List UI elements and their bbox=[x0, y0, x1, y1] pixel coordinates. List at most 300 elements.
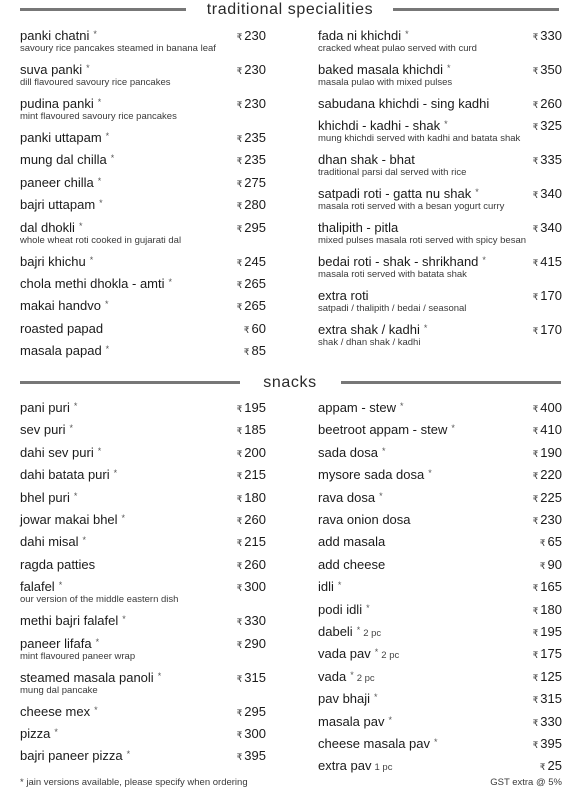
rupee-symbol: ₹ bbox=[532, 650, 539, 661]
item-description: masala roti served with a besan yogurt curry bbox=[318, 201, 505, 213]
item-name-text: dahi misal bbox=[20, 534, 79, 550]
item-price bbox=[533, 736, 562, 753]
item-price bbox=[533, 490, 562, 507]
item-price-value: 190 bbox=[540, 444, 562, 460]
item-price-value: 180 bbox=[244, 489, 266, 505]
rupee-symbol: ₹ bbox=[236, 280, 243, 290]
item-price-value: 25 bbox=[547, 758, 562, 774]
jain-available-asterisk: * bbox=[105, 344, 110, 355]
item-price-value: 170 bbox=[540, 288, 562, 304]
item-name-text: beetroot appam - stew bbox=[318, 422, 448, 438]
section-title: snacks bbox=[263, 374, 317, 391]
item-price bbox=[540, 557, 562, 574]
item-name-text: khichdi - kadhi - shak bbox=[318, 118, 441, 134]
item-quantity: 2 pc bbox=[381, 650, 400, 662]
item-price bbox=[533, 579, 562, 596]
item-name bbox=[20, 445, 101, 462]
item-price-value: 265 bbox=[244, 298, 266, 314]
jain-available-asterisk: * bbox=[97, 445, 102, 456]
item-price-value: 315 bbox=[244, 669, 266, 685]
item-name-text: paneer lifafa bbox=[20, 635, 92, 651]
item-price bbox=[237, 62, 266, 79]
item-price-value: 230 bbox=[244, 62, 266, 77]
item-name bbox=[20, 490, 77, 507]
item-name-text: dal dhokli bbox=[20, 219, 75, 235]
item-price-value: 290 bbox=[244, 635, 266, 651]
item-price-value: 300 bbox=[244, 579, 266, 595]
item-price bbox=[533, 322, 562, 339]
item-description: mung khichdi served with kadhi and batata shak bbox=[318, 133, 521, 145]
item-description: masala roti served with batata shak bbox=[318, 269, 467, 281]
item-price-value: 330 bbox=[540, 713, 562, 729]
item-price-value: 265 bbox=[244, 276, 266, 291]
rupee-symbol: ₹ bbox=[236, 201, 243, 212]
item-name-text: baked masala khichdi bbox=[318, 62, 444, 77]
item-price bbox=[237, 726, 266, 743]
item-name-text: thalipith - pitla bbox=[318, 220, 399, 236]
item-name-text: extra roti bbox=[318, 288, 369, 304]
item-name-text: sev puri bbox=[20, 422, 66, 438]
item-price-value: 340 bbox=[540, 186, 562, 202]
item-description: dill flavoured savoury rice pancakes bbox=[20, 77, 171, 88]
item-name-text: rava dosa bbox=[318, 489, 376, 505]
rupee-symbol: ₹ bbox=[236, 493, 243, 504]
item-name bbox=[318, 714, 392, 731]
item-name-text: pudina panki bbox=[20, 96, 94, 111]
rupee-symbol: ₹ bbox=[532, 156, 539, 167]
rupee-symbol: ₹ bbox=[532, 100, 539, 110]
rupee-symbol: ₹ bbox=[532, 448, 539, 459]
jain-available-asterisk: * bbox=[121, 513, 126, 523]
item-name-text: makai handvo bbox=[20, 298, 101, 314]
rupee-symbol: ₹ bbox=[532, 672, 539, 683]
rupee-symbol: ₹ bbox=[539, 538, 546, 549]
jain-available-asterisk: * bbox=[122, 614, 126, 625]
item-description: mint flavoured savoury rice pancakes bbox=[20, 111, 177, 122]
item-price-value: 225 bbox=[540, 489, 562, 505]
item-name-text: cheese mex bbox=[20, 703, 91, 719]
item-name-text: sada dosa bbox=[318, 444, 378, 460]
rupee-symbol: ₹ bbox=[532, 605, 539, 616]
item-name bbox=[318, 624, 381, 641]
rupee-symbol: ₹ bbox=[236, 730, 243, 740]
item-name bbox=[318, 579, 341, 596]
item-price bbox=[237, 152, 266, 169]
section-header-snacks bbox=[0, 373, 580, 393]
item-price bbox=[237, 298, 266, 315]
item-price bbox=[533, 646, 562, 663]
item-price-value: 280 bbox=[244, 197, 266, 213]
section-header-traditional-specialities bbox=[0, 0, 580, 20]
item-name-text: roasted papad bbox=[20, 320, 104, 336]
gst-note: GST extra @ 5% bbox=[490, 777, 562, 788]
item-price bbox=[237, 400, 266, 417]
item-price-value: 410 bbox=[540, 422, 562, 438]
item-price-value: 415 bbox=[540, 254, 562, 270]
rupee-symbol: ₹ bbox=[532, 190, 539, 201]
item-price bbox=[237, 613, 266, 630]
jain-available-asterisk: * bbox=[99, 198, 103, 209]
item-price bbox=[244, 343, 266, 360]
item-price-value: 330 bbox=[244, 613, 266, 629]
item-description: whole wheat roti cooked in gujarati dal bbox=[20, 234, 182, 246]
jain-available-asterisk: * bbox=[482, 255, 486, 266]
rupee-symbol: ₹ bbox=[532, 258, 539, 269]
jain-note: * jain versions available, please specify when ordering bbox=[20, 777, 248, 788]
rupee-symbol: ₹ bbox=[236, 134, 243, 144]
item-name bbox=[20, 298, 108, 315]
item-name-text: cheese masala pav bbox=[318, 736, 431, 751]
item-price bbox=[533, 422, 562, 439]
item-price-value: 85 bbox=[251, 343, 266, 359]
jain-available-asterisk: * bbox=[366, 602, 370, 613]
jain-available-asterisk: * bbox=[93, 29, 97, 39]
jain-available-asterisk: * bbox=[82, 535, 87, 546]
jain-available-asterisk: * bbox=[113, 468, 118, 479]
item-name bbox=[20, 152, 114, 169]
rupee-symbol: ₹ bbox=[236, 426, 243, 437]
item-price bbox=[533, 254, 562, 271]
item-quantity: 2 pc bbox=[363, 628, 382, 639]
rupee-symbol: ₹ bbox=[236, 538, 243, 549]
item-name-text: fada ni khichdi bbox=[318, 28, 402, 43]
item-name bbox=[20, 467, 117, 484]
item-name-text: idli bbox=[318, 579, 334, 595]
item-price bbox=[533, 602, 562, 619]
item-name bbox=[20, 557, 95, 572]
item-name-text: panki uttapam bbox=[20, 130, 102, 145]
jain-available-asterisk: * bbox=[157, 670, 162, 681]
jain-available-asterisk: * bbox=[379, 490, 383, 501]
item-price-value: 175 bbox=[540, 646, 562, 662]
item-description: our version of the middle eastern dish bbox=[20, 594, 179, 606]
rupee-symbol: ₹ bbox=[236, 560, 243, 571]
item-price-value: 230 bbox=[540, 512, 562, 527]
item-name-text: bhel puri bbox=[20, 489, 70, 505]
header-rule-right bbox=[393, 8, 559, 11]
item-price-value: 235 bbox=[244, 130, 266, 145]
item-name bbox=[20, 254, 93, 271]
item-price-value: 400 bbox=[540, 400, 562, 415]
item-price bbox=[237, 220, 266, 237]
item-description: mixed pulses masala roti served with spicy besan bbox=[318, 235, 527, 247]
item-description: cracked wheat pulao served with curd bbox=[318, 43, 477, 54]
rupee-symbol: ₹ bbox=[532, 493, 539, 504]
header-rule-right bbox=[341, 381, 561, 384]
item-price bbox=[237, 557, 266, 574]
item-price bbox=[533, 400, 562, 417]
item-name-text: dabeli bbox=[318, 624, 353, 639]
item-price bbox=[533, 152, 562, 169]
item-name bbox=[318, 512, 411, 527]
item-price-value: 260 bbox=[244, 556, 266, 572]
jain-available-asterisk: * bbox=[428, 468, 432, 479]
item-name bbox=[20, 726, 58, 743]
item-price-value: 235 bbox=[244, 152, 266, 168]
item-description: mung dal pancake bbox=[20, 684, 98, 696]
rupee-symbol: ₹ bbox=[236, 673, 243, 684]
item-name bbox=[318, 534, 385, 549]
item-description: traditional parsi dal served with rice bbox=[318, 167, 467, 179]
item-name-text: sabudana khichdi - sing kadhi bbox=[318, 96, 490, 111]
item-name bbox=[318, 758, 392, 775]
item-name-text: bajri khichu bbox=[20, 253, 86, 269]
item-name bbox=[20, 197, 103, 214]
item-name bbox=[318, 669, 375, 686]
item-price-value: 395 bbox=[540, 736, 562, 751]
item-price bbox=[237, 422, 266, 439]
item-name-text: satpadi roti - gatta nu shak bbox=[318, 186, 472, 202]
rupee-symbol: ₹ bbox=[532, 224, 539, 235]
item-name bbox=[20, 400, 77, 417]
item-name bbox=[20, 613, 126, 630]
rupee-symbol: ₹ bbox=[236, 66, 243, 76]
rupee-symbol: ₹ bbox=[532, 516, 539, 526]
rupee-symbol: ₹ bbox=[236, 178, 243, 189]
jain-available-asterisk: * bbox=[95, 636, 100, 647]
rupee-symbol: ₹ bbox=[236, 302, 243, 313]
rupee-symbol: ₹ bbox=[236, 32, 243, 42]
item-price bbox=[533, 62, 562, 79]
item-price bbox=[237, 197, 266, 214]
item-price bbox=[540, 758, 562, 775]
item-name bbox=[318, 557, 385, 572]
item-name-text: mysore sada dosa bbox=[318, 467, 425, 483]
jain-available-asterisk: * bbox=[451, 423, 455, 434]
item-name-text: extra shak / kadhi bbox=[318, 322, 420, 338]
item-quantity: 1 pc bbox=[374, 762, 393, 774]
item-name bbox=[318, 467, 432, 484]
item-price bbox=[237, 534, 266, 551]
item-name-text: masala pav bbox=[318, 713, 385, 729]
rupee-symbol: ₹ bbox=[532, 326, 539, 337]
rupee-symbol: ₹ bbox=[532, 740, 539, 750]
item-name bbox=[318, 152, 415, 167]
jain-available-asterisk: * bbox=[475, 187, 479, 198]
jain-available-asterisk: * bbox=[126, 749, 131, 760]
item-name bbox=[20, 343, 109, 360]
item-name bbox=[20, 276, 172, 293]
item-price-value: 215 bbox=[244, 534, 266, 550]
item-name-text: pizza bbox=[20, 726, 51, 741]
item-name-text: appam - stew bbox=[318, 400, 397, 415]
item-name bbox=[20, 534, 86, 551]
jain-available-asterisk: * bbox=[69, 423, 74, 434]
item-price-value: 260 bbox=[244, 512, 266, 527]
item-name bbox=[318, 422, 455, 439]
item-price bbox=[237, 579, 266, 596]
item-name-text: dhan shak - bhat bbox=[318, 152, 415, 168]
jain-available-asterisk: * bbox=[374, 647, 379, 658]
rupee-symbol: ₹ bbox=[243, 324, 250, 335]
item-name bbox=[318, 400, 404, 417]
item-price bbox=[237, 445, 266, 462]
item-price bbox=[533, 96, 562, 113]
item-price bbox=[237, 276, 266, 293]
item-name bbox=[318, 220, 398, 235]
item-price bbox=[237, 748, 266, 765]
jain-available-asterisk: * bbox=[89, 254, 94, 265]
item-price bbox=[244, 321, 266, 338]
item-price-value: 180 bbox=[540, 601, 562, 617]
rupee-symbol: ₹ bbox=[539, 762, 546, 773]
item-price-value: 275 bbox=[244, 174, 266, 190]
rupee-symbol: ₹ bbox=[236, 639, 243, 650]
item-price-value: 300 bbox=[244, 726, 266, 741]
item-price-value: 315 bbox=[540, 691, 562, 707]
item-price bbox=[540, 534, 562, 551]
jain-available-asterisk: * bbox=[382, 445, 386, 456]
item-name-text: panki chatni bbox=[20, 28, 90, 43]
item-description: masala pulao with mixed pulses bbox=[318, 77, 453, 88]
rupee-symbol: ₹ bbox=[236, 707, 243, 718]
item-price bbox=[533, 28, 562, 45]
item-name bbox=[20, 512, 125, 529]
item-price-value: 340 bbox=[540, 220, 562, 236]
jain-available-asterisk: * bbox=[58, 580, 63, 591]
item-quantity: 2 pc bbox=[356, 672, 375, 684]
item-price-value: 90 bbox=[547, 556, 562, 572]
item-price-value: 215 bbox=[244, 467, 266, 483]
item-name bbox=[318, 288, 369, 303]
item-price bbox=[533, 288, 562, 305]
rupee-symbol: ₹ bbox=[236, 404, 243, 414]
item-price-value: 295 bbox=[244, 219, 266, 235]
item-price bbox=[237, 467, 266, 484]
rupee-symbol: ₹ bbox=[539, 560, 546, 571]
item-price-value: 220 bbox=[540, 467, 562, 483]
rupee-symbol: ₹ bbox=[532, 32, 539, 42]
rupee-symbol: ₹ bbox=[532, 695, 539, 706]
item-price bbox=[533, 445, 562, 462]
item-name bbox=[318, 602, 370, 619]
item-name-text: falafel bbox=[20, 579, 55, 595]
item-price-value: 185 bbox=[244, 422, 266, 438]
item-name bbox=[318, 736, 438, 753]
item-price-value: 65 bbox=[547, 534, 562, 550]
item-price-value: 295 bbox=[244, 703, 266, 719]
item-name-text: rava onion dosa bbox=[318, 512, 411, 527]
rupee-symbol: ₹ bbox=[236, 471, 243, 482]
item-name-text: suva panki bbox=[20, 62, 83, 77]
jain-available-asterisk: * bbox=[86, 63, 90, 73]
item-price-value: 195 bbox=[540, 624, 562, 639]
item-price bbox=[237, 175, 266, 192]
item-price bbox=[533, 118, 562, 135]
item-price-value: 195 bbox=[244, 400, 266, 415]
rupee-symbol: ₹ bbox=[236, 583, 243, 594]
item-price-value: 350 bbox=[540, 62, 562, 77]
item-name bbox=[20, 175, 101, 192]
jain-available-asterisk: * bbox=[78, 220, 83, 231]
item-name bbox=[20, 130, 109, 147]
jain-available-asterisk: * bbox=[54, 727, 58, 737]
section-title: traditional specialities bbox=[206, 1, 374, 18]
item-description: mint flavoured paneer wrap bbox=[20, 650, 136, 662]
item-name bbox=[318, 490, 383, 507]
item-price-value: 245 bbox=[244, 253, 266, 269]
rupee-symbol: ₹ bbox=[236, 617, 243, 628]
item-name-text: ragda patties bbox=[20, 556, 96, 572]
item-name-text: bajri uttapam bbox=[20, 197, 96, 213]
jain-available-asterisk: * bbox=[356, 625, 361, 635]
jain-available-asterisk: * bbox=[374, 692, 378, 703]
rupee-symbol: ₹ bbox=[236, 257, 243, 268]
item-price-value: 230 bbox=[244, 28, 266, 43]
item-price bbox=[237, 512, 266, 529]
jain-available-asterisk: * bbox=[168, 277, 173, 287]
jain-available-asterisk: * bbox=[405, 29, 409, 39]
item-price bbox=[237, 670, 266, 687]
item-name-text: vada bbox=[318, 668, 347, 684]
item-price-value: 335 bbox=[540, 152, 562, 168]
item-price bbox=[533, 714, 562, 731]
jain-available-asterisk: * bbox=[337, 580, 342, 591]
jain-available-asterisk: * bbox=[447, 63, 451, 73]
item-price bbox=[533, 467, 562, 484]
item-name-text: add masala bbox=[318, 534, 386, 550]
jain-available-asterisk: * bbox=[110, 153, 115, 164]
item-price bbox=[533, 624, 562, 641]
item-price-value: 60 bbox=[251, 320, 266, 336]
item-name-text: add cheese bbox=[318, 556, 386, 572]
rupee-symbol: ₹ bbox=[532, 717, 539, 728]
item-price-value: 395 bbox=[244, 748, 266, 764]
item-name-text: masala papad bbox=[20, 343, 102, 359]
item-price bbox=[533, 220, 562, 237]
jain-available-asterisk: * bbox=[350, 669, 354, 680]
jain-available-asterisk: * bbox=[104, 299, 109, 310]
jain-available-asterisk: * bbox=[97, 175, 102, 186]
rupee-symbol: ₹ bbox=[532, 583, 539, 594]
item-name-text: pani puri bbox=[20, 400, 70, 415]
item-name-text: jowar makai bhel bbox=[20, 512, 118, 527]
rupee-symbol: ₹ bbox=[532, 628, 539, 638]
rupee-symbol: ₹ bbox=[236, 752, 243, 763]
rupee-symbol: ₹ bbox=[236, 448, 243, 459]
jain-available-asterisk: * bbox=[423, 323, 428, 334]
item-name bbox=[318, 96, 489, 111]
item-name bbox=[318, 445, 386, 462]
item-description: satpadi / thalipith / bedai / seasonal bbox=[318, 303, 467, 315]
item-name-text: mung dal chilla bbox=[20, 152, 107, 168]
item-name-text: extra pav bbox=[318, 758, 372, 774]
item-price-value: 200 bbox=[244, 444, 266, 460]
item-price-value: 165 bbox=[540, 579, 562, 595]
rupee-symbol: ₹ bbox=[236, 516, 243, 526]
jain-available-asterisk: * bbox=[400, 401, 404, 411]
rupee-symbol: ₹ bbox=[532, 66, 539, 76]
item-name bbox=[20, 748, 130, 765]
item-price-value: 125 bbox=[540, 668, 562, 684]
item-price bbox=[533, 186, 562, 203]
rupee-symbol: ₹ bbox=[236, 156, 243, 167]
item-name-text: bajri paneer pizza bbox=[20, 748, 123, 764]
item-name-text: pav bhaji bbox=[318, 691, 371, 707]
rupee-symbol: ₹ bbox=[532, 122, 539, 133]
item-price bbox=[237, 28, 266, 45]
rupee-symbol: ₹ bbox=[243, 347, 250, 358]
item-name-text: dahi batata puri bbox=[20, 467, 110, 483]
rupee-symbol: ₹ bbox=[532, 426, 539, 437]
item-description: savoury rice pancakes steamed in banana leaf bbox=[20, 43, 216, 54]
item-price bbox=[237, 130, 266, 147]
item-price-value: 170 bbox=[540, 322, 562, 338]
jain-available-asterisk: * bbox=[444, 119, 448, 130]
item-name-text: paneer chilla bbox=[20, 174, 94, 190]
rupee-symbol: ₹ bbox=[236, 100, 243, 110]
rupee-symbol: ₹ bbox=[532, 404, 539, 414]
